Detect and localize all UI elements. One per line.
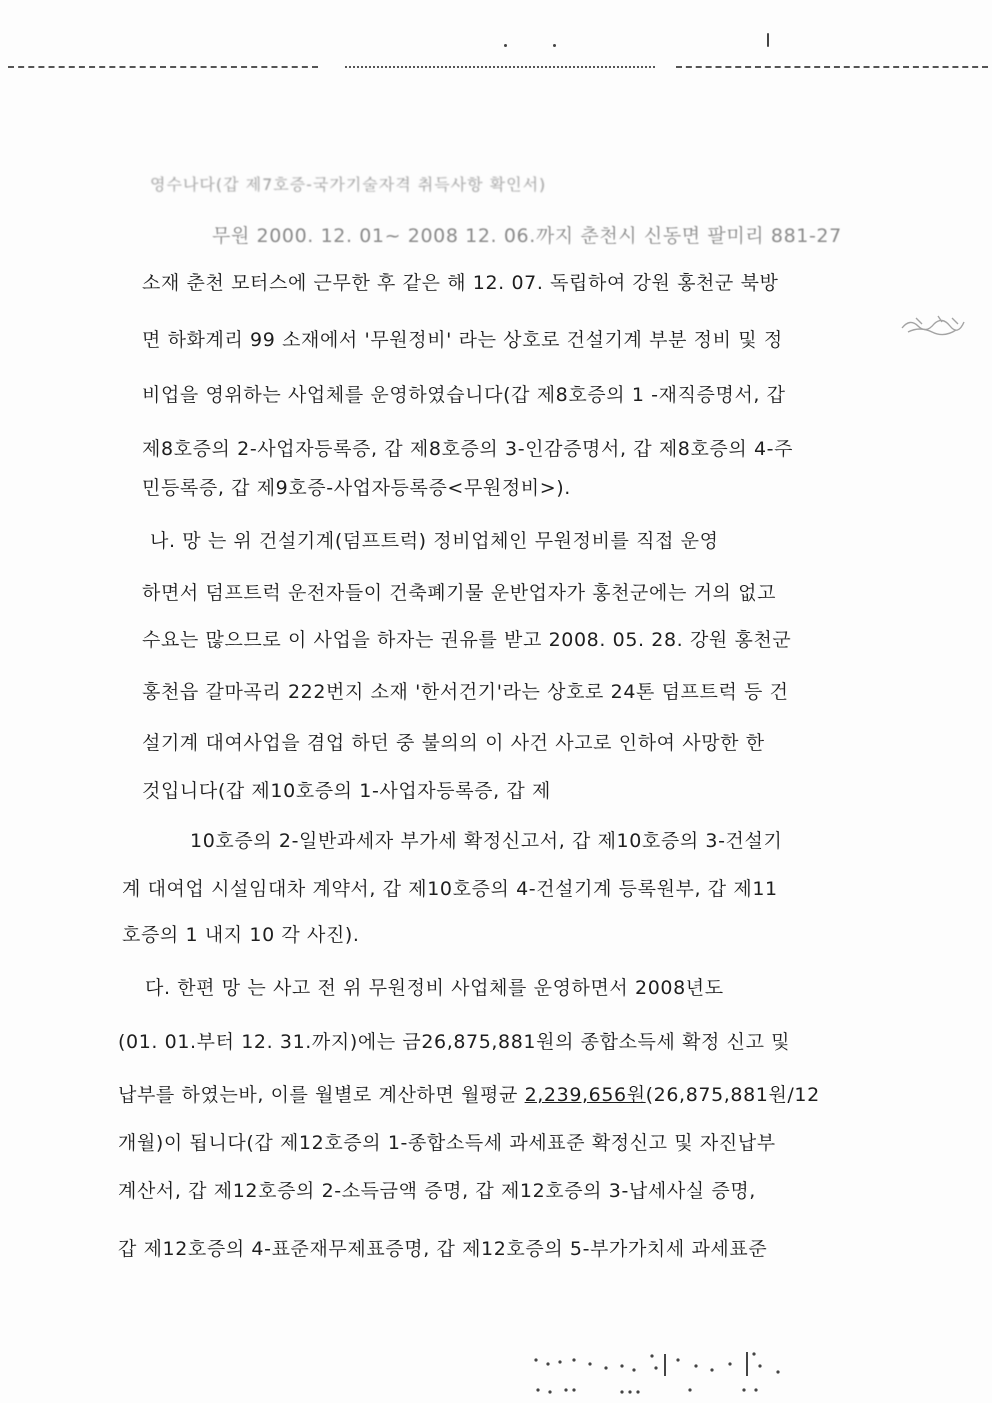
scan-edge-line xyxy=(8,66,318,68)
text-line: 설기계 대여사업을 겸업 하던 중 불의의 이 사건 사고로 인하여 사망한 한 xyxy=(142,732,765,754)
text-segment: 납부를 하였는바, 이를 월별로 계산하면 월평균 xyxy=(118,1084,525,1106)
text-line: 면 하화계리 99 소재에서 '무원정비' 라는 상호로 건설기계 부분 정비 및 정 xyxy=(142,329,783,351)
scan-speck xyxy=(553,44,556,47)
scan-speck xyxy=(767,33,769,47)
text-segment: (26,875,881원/12 xyxy=(645,1084,820,1106)
scan-edge-line xyxy=(345,66,655,68)
text-line: 제8호증의 2-사업자등록증, 갑 제8호증의 3-인감증명서, 갑 제8호증의 4-주 xyxy=(142,438,794,460)
text-line xyxy=(118,1083,820,1107)
text-line: 개월)이 됩니다(갑 제12호증의 1-종합소득세 과세표준 확정신고 및 자진납부 xyxy=(118,1132,776,1154)
text-line: 비업을 영위하는 사업체를 운영하였습니다(갑 제8호증의 1 -재직증명서, 갑 xyxy=(142,384,786,406)
text-line: 나. 망 는 위 건설기계(덤프트럭) 정비업체인 무원정비를 직접 운영 xyxy=(150,530,719,552)
faded-heading: 영수나다(갑 제7호증-국가기술자격 취득사항 확인서) xyxy=(150,175,547,194)
text-line: 다. 한편 망 는 사고 전 위 무원정비 사업체를 운영하면서 2008년도 xyxy=(145,977,724,999)
text-line: 계 대여업 시설임대차 계약서, 갑 제10호증의 4-건설기계 등록원부, 갑 제11 xyxy=(122,878,778,900)
scan-dot-artifacts xyxy=(530,1350,830,1398)
text-line: 갑 제12호증의 4-표준재무제표증명, 갑 제12호증의 5-부가가치세 과세표준 xyxy=(118,1238,768,1260)
text-line: 소재 춘천 모터스에 근무한 후 같은 해 12. 07. 독립하여 강원 홍천군 북방 xyxy=(142,272,779,294)
text-line: 것입니다(갑 제10호증의 1-사업자등록증, 갑 제 xyxy=(142,780,551,802)
text-line: 계산서, 갑 제12호증의 2-소득금액 증명, 갑 제12호증의 3-납세사실 증명, xyxy=(118,1180,756,1202)
scan-speck xyxy=(504,44,507,47)
text-line: 무원 2000. 12. 01~ 2008 12. 06.까지 춘천시 신동면 팔미리 881-27 xyxy=(212,225,842,247)
text-line: (01. 01.부터 12. 31.까지)에는 금26,875,881원의 종합소득세 확정 신고 및 xyxy=(118,1031,791,1053)
scan-edge-line xyxy=(676,66,988,68)
text-line: 하면서 덤프트럭 운전자들이 건축폐기물 운반업자가 홍천군에는 거의 없고 xyxy=(142,582,777,604)
text-line: 홍천읍 갈마곡리 222번지 소재 '한서건기'라는 상호로 24톤 덤프트럭 등 건 xyxy=(142,681,789,703)
text-line: 호증의 1 내지 10 각 사진). xyxy=(122,924,360,946)
text-line: 10호증의 2-일반과세자 부가세 확정신고서, 갑 제10호증의 3-건설기 xyxy=(190,830,783,852)
underlined-amount: 2,239,656원 xyxy=(524,1084,646,1106)
text-line: 민등록증, 갑 제9호증-사업자등록증<무원정비>). xyxy=(142,477,571,499)
text-line: 수요는 많으므로 이 사업을 하자는 권유를 받고 2008. 05. 28. 강원 홍천군 xyxy=(142,629,792,651)
stamp-mark xyxy=(898,312,968,336)
